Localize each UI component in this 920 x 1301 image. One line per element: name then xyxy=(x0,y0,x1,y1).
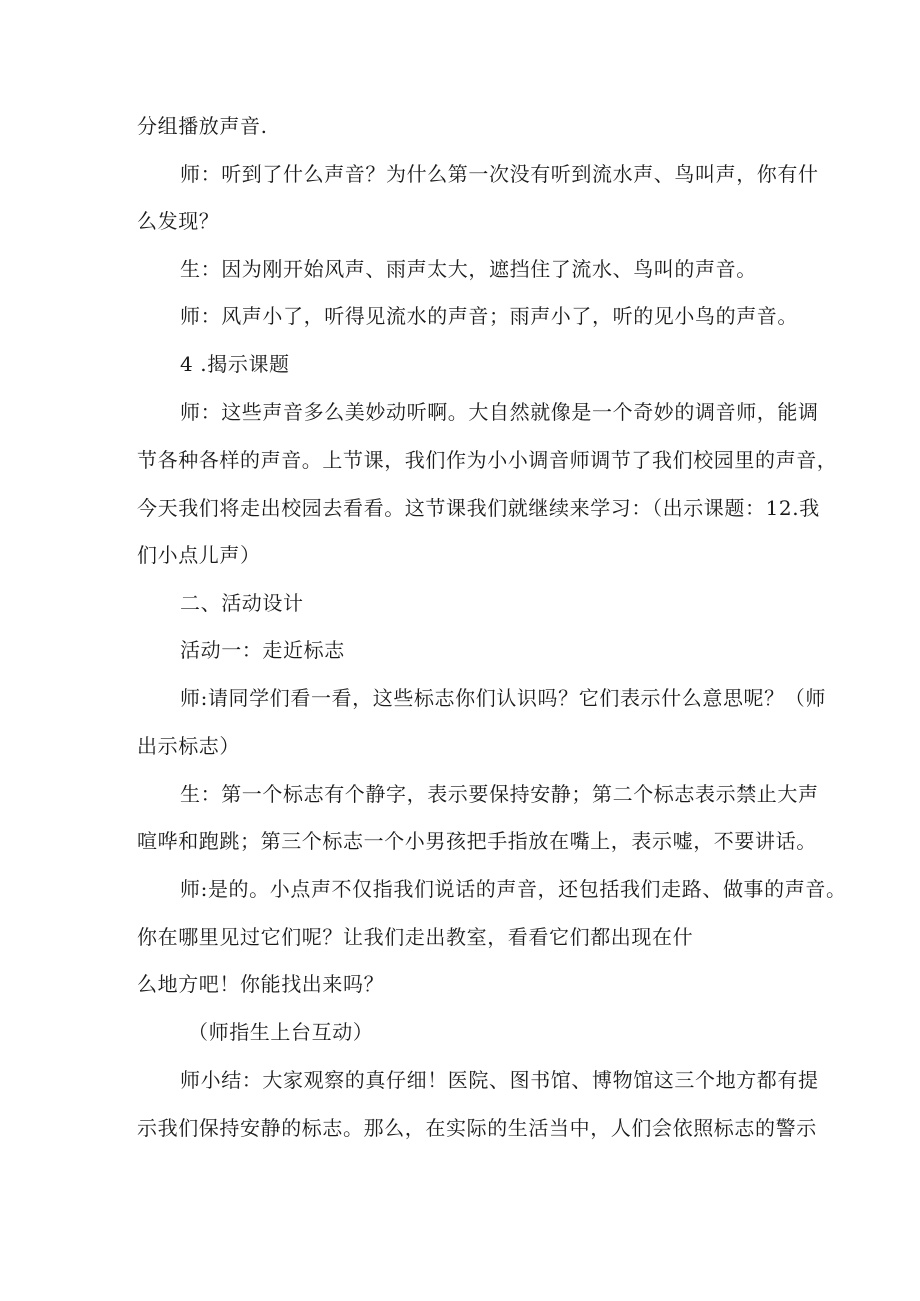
paragraph-line: 师：听到了什么声音？为什么第一次没有听到流水声、鸟叫声，你有什 xyxy=(180,162,819,186)
paragraph-line: 你在哪里见过它们呢？让我们走出教室，看看它们都出现在什 xyxy=(137,925,694,949)
paragraph-line: 们小点儿声） xyxy=(137,543,261,567)
paragraph-line: 师：风声小了，听得见流水的声音；雨声小了，听的见小鸟的声音。 xyxy=(180,304,798,328)
paragraph-line: 师：这些声音多么美妙动听啊。大自然就像是一个奇妙的调音师，能调 xyxy=(180,400,819,424)
paragraph-line: 么地方吧！你能找出来吗？ xyxy=(137,972,385,996)
paragraph-line: 示我们保持安静的标志。那么，在实际的生活当中，人们会依照标志的警示 xyxy=(137,1116,817,1140)
paragraph-line: 出示标志） xyxy=(137,734,240,758)
paragraph-line: 么发现？ xyxy=(137,209,220,233)
paragraph-line: 生：第一个标志有个静字，表示要保持安静；第二个标志表示禁止大声 xyxy=(180,782,819,806)
section-heading: 二、活动设计 xyxy=(180,591,304,615)
paragraph-line: 生：因为刚开始风声、雨声太大，遮挡住了流水、鸟叫的声音。 xyxy=(180,257,757,281)
paragraph-line: 师:是的。小点声不仅指我们说话的声音，还包括我们走路、做事的声音。 xyxy=(180,877,847,901)
activity-heading: 活动一：走近标志 xyxy=(180,638,345,662)
stage-direction: （师指生上台互动） xyxy=(188,1020,374,1044)
paragraph-line: 师:请同学们看一看，这些标志你们认识吗？它们表示什么意思呢？（师 xyxy=(180,686,826,710)
paragraph-line: 分组播放声音. xyxy=(137,114,268,138)
paragraph-line: 今天我们将走出校园去看看。这节课我们就继续来学习：（出示课题：12.我 xyxy=(137,496,820,520)
paragraph-line: 师小结：大家观察的真仔细！医院、图书馆、博物馆这三个地方都有提 xyxy=(180,1068,819,1092)
section-heading: 4 .揭示课题 xyxy=(180,352,290,376)
paragraph-line: 喧哗和跑跳；第三个标志一个小男孩把手指放在嘴上，表示嘘，不要讲话。 xyxy=(137,829,817,853)
paragraph-line: 节各种各样的声音。上节课，我们作为小小调音师调节了我们校园里的声音， xyxy=(137,448,838,472)
